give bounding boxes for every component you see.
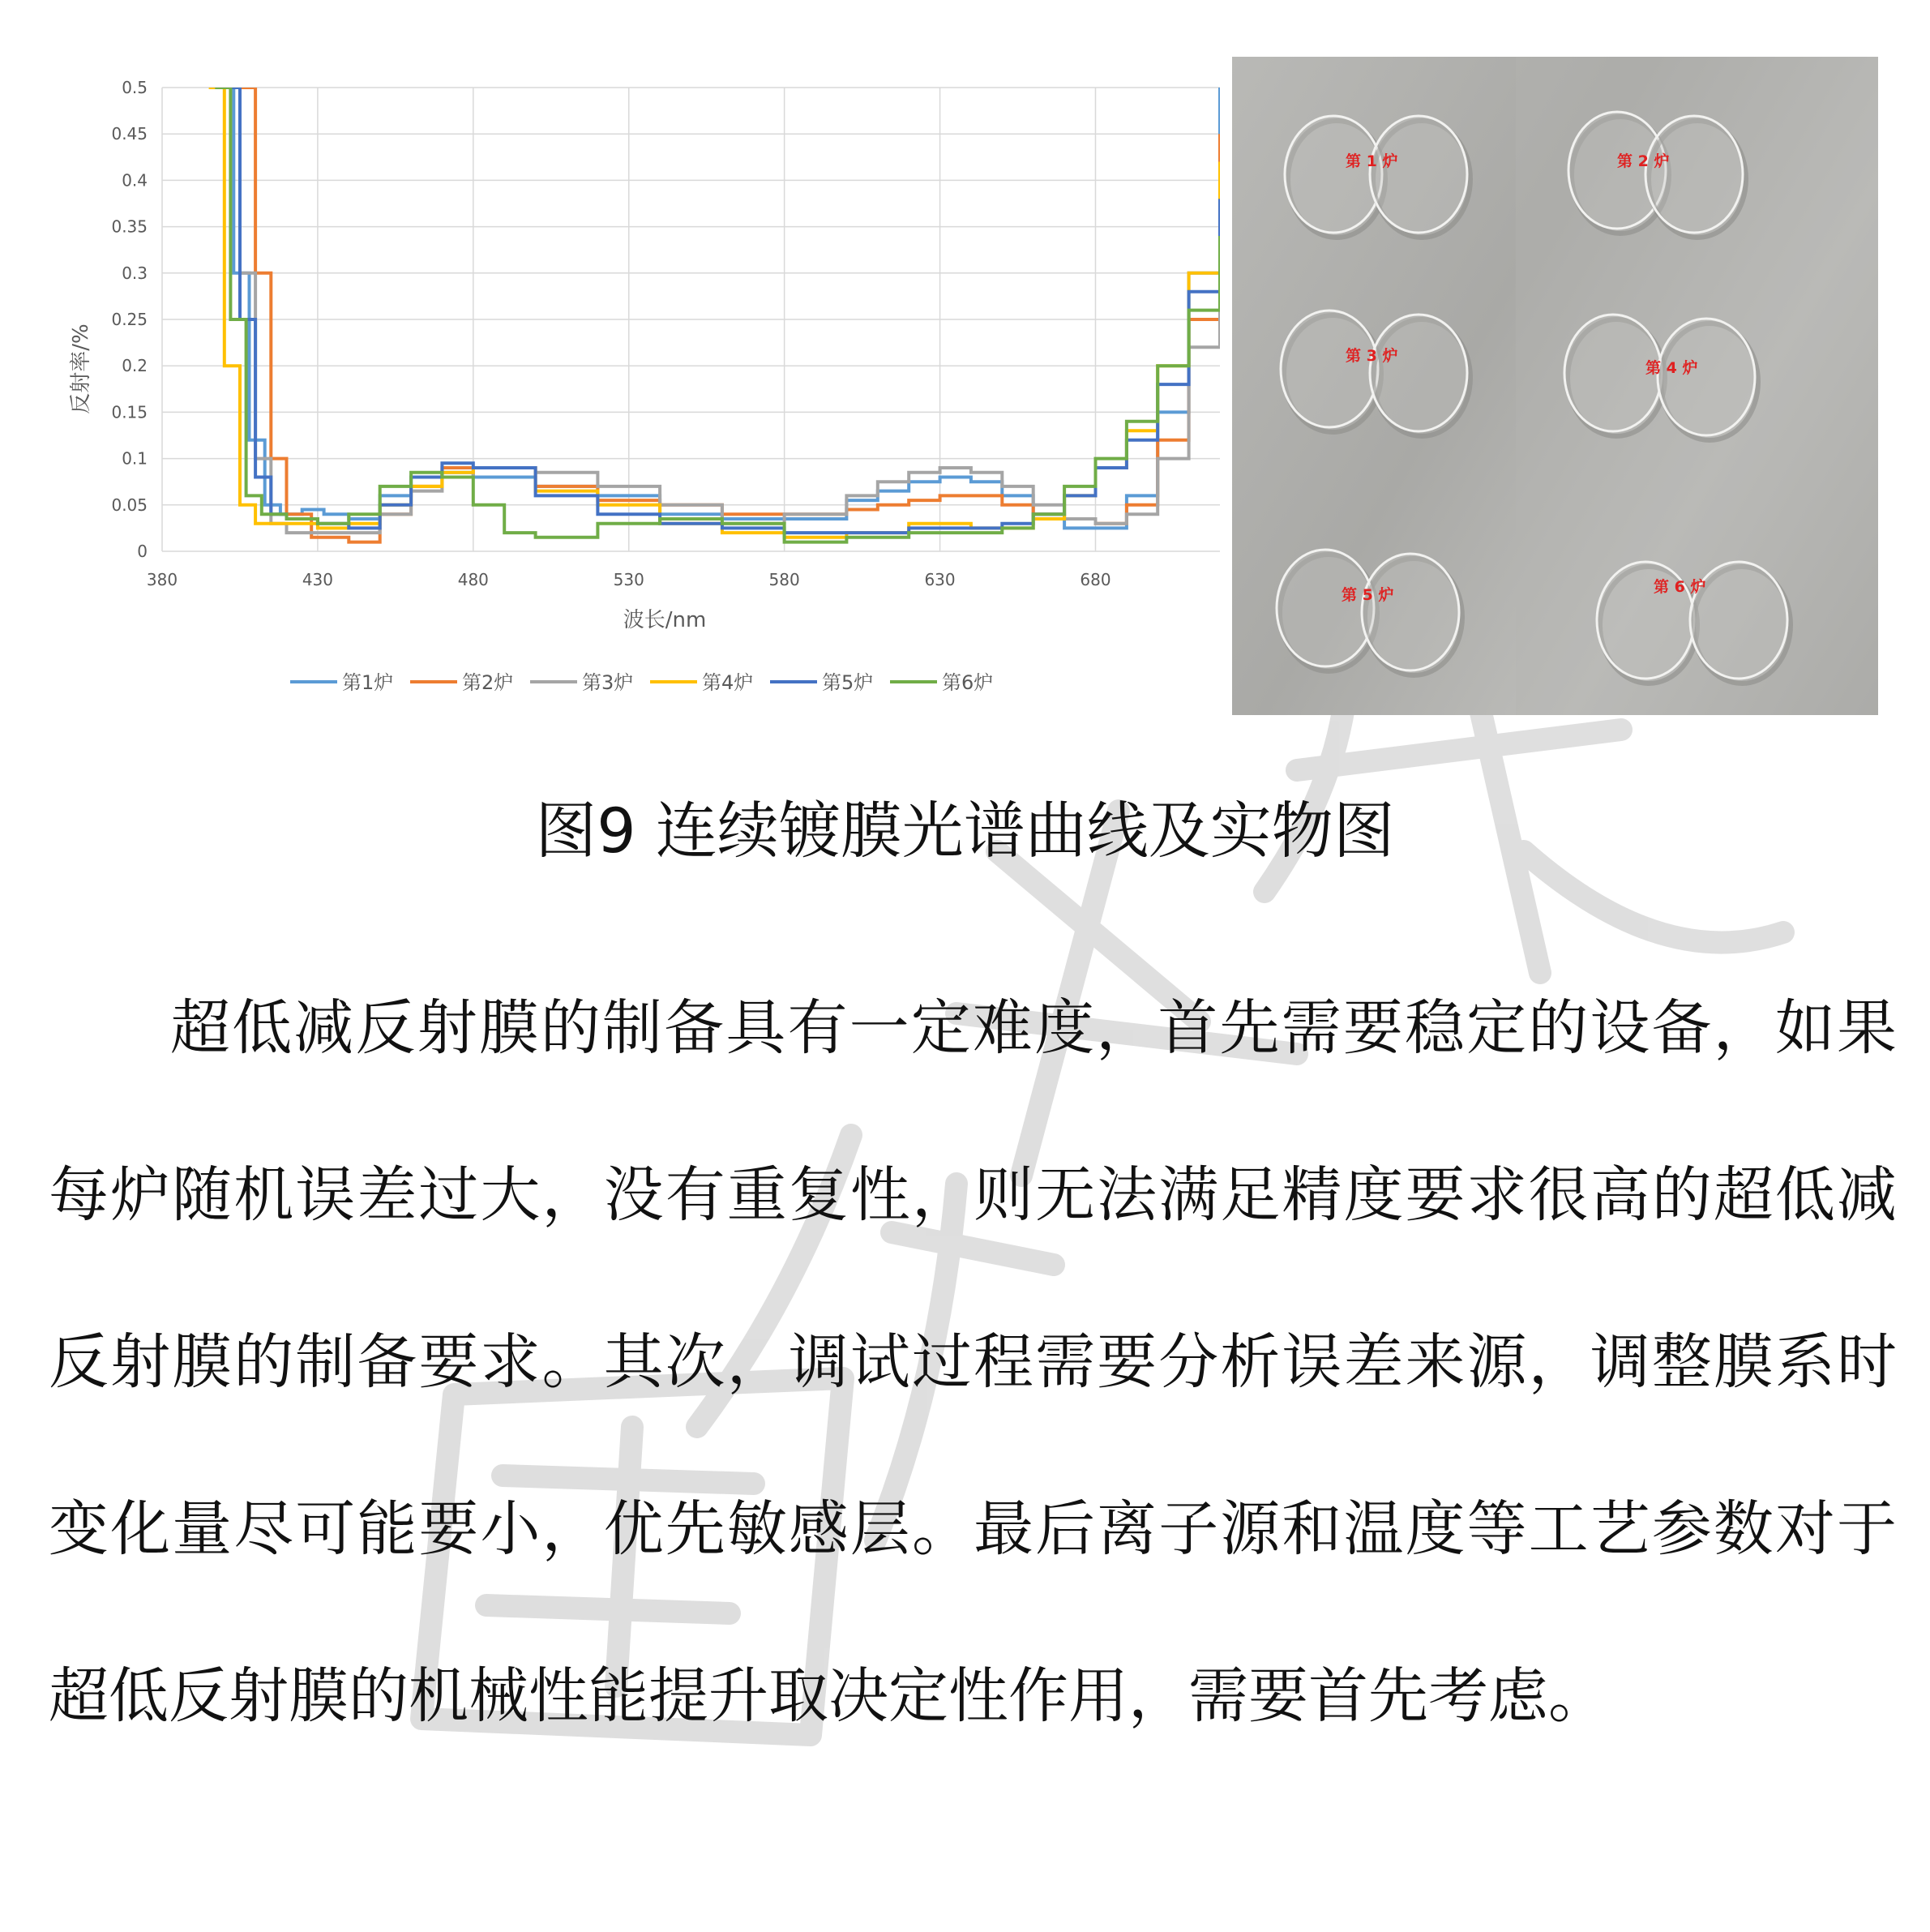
series-line-3: [225, 88, 1220, 533]
y-tick-label: 0.05: [111, 495, 148, 515]
y-tick-label: 0.4: [122, 170, 148, 191]
lens-disc: [1370, 116, 1467, 233]
legend-label-4: 第4炉: [702, 671, 754, 694]
y-tick-label: 0.5: [122, 78, 148, 97]
lens-disc: [1362, 554, 1459, 670]
chart-series: [209, 88, 1220, 542]
series-line-4: [209, 88, 1220, 538]
furnace-label-6: 第 6 炉: [1654, 578, 1706, 596]
y-tick-label: 0.15: [111, 402, 148, 422]
spectrum-chart: [32, 49, 1248, 746]
x-tick-label: 580: [768, 570, 800, 589]
legend-label-3: 第3炉: [582, 671, 634, 694]
body-paragraph: [49, 945, 1897, 1780]
furnace-label-2: 第 2 炉: [1617, 152, 1670, 170]
legend-label-2: 第2炉: [462, 671, 514, 694]
furnace-label-4: 第 4 炉: [1645, 359, 1698, 377]
x-tick-label: 680: [1080, 570, 1111, 589]
furnace-label-3: 第 3 炉: [1346, 347, 1398, 365]
lens-disc: [1277, 550, 1374, 666]
y-axis-title: 反射率/%: [69, 323, 93, 414]
x-tick-label: 530: [613, 570, 644, 589]
y-tick-label: 0.1: [122, 448, 148, 469]
legend-label-6: 第6炉: [942, 671, 994, 694]
x-tick-label: 480: [457, 570, 489, 589]
series-line-1: [218, 88, 1220, 528]
furnace-label-5: 第 5 炉: [1342, 586, 1394, 604]
y-tick-label: 0.25: [111, 310, 148, 329]
furnace-label-1: 第 1 炉: [1346, 152, 1398, 170]
x-tick-label: 430: [302, 570, 334, 589]
lens-disc: [1285, 116, 1382, 233]
y-tick-label: 0.45: [111, 124, 148, 144]
lens-disc: [1645, 116, 1743, 233]
series-line-6: [215, 88, 1220, 542]
paragraph-text: 超低减反射膜的制备具有一定难度，首先需要稳定的设备，如果每炉随机误差过大，没有重复性，则无法满足精度要求很高的超低减反射膜的制备要求。其次，调试过程需要分析误差来源，调整膜系时变化量尽可能要小，优先敏感层。最后离子源和温度等工艺参数对于超低反射膜的机械性能提升取决定性作用，需要首先考虑。: [49, 993, 1897, 1731]
x-axis-title: 波长/nm: [623, 608, 707, 632]
coated-lens-photo: [1232, 57, 1878, 715]
lens-disc: [1370, 315, 1467, 431]
chart-legend: [290, 671, 993, 694]
legend-label-5: 第5炉: [822, 671, 874, 694]
x-tick-label: 380: [146, 570, 178, 589]
chart-grid: [162, 88, 1220, 551]
series-line-5: [225, 88, 1220, 533]
lens-disc: [1281, 311, 1378, 427]
series-line-2: [240, 88, 1220, 542]
y-tick-label: 0: [137, 542, 148, 561]
figure-caption: 图9 连续镀膜光谱曲线及实物图: [535, 795, 1395, 867]
y-tick-label: 0.2: [122, 356, 148, 376]
y-tick-label: 0.3: [122, 263, 148, 283]
y-tick-label: 0.35: [111, 216, 148, 237]
lens-disc: [1658, 319, 1755, 435]
legend-label-1: 第1炉: [342, 671, 394, 694]
x-tick-label: 630: [924, 570, 956, 589]
